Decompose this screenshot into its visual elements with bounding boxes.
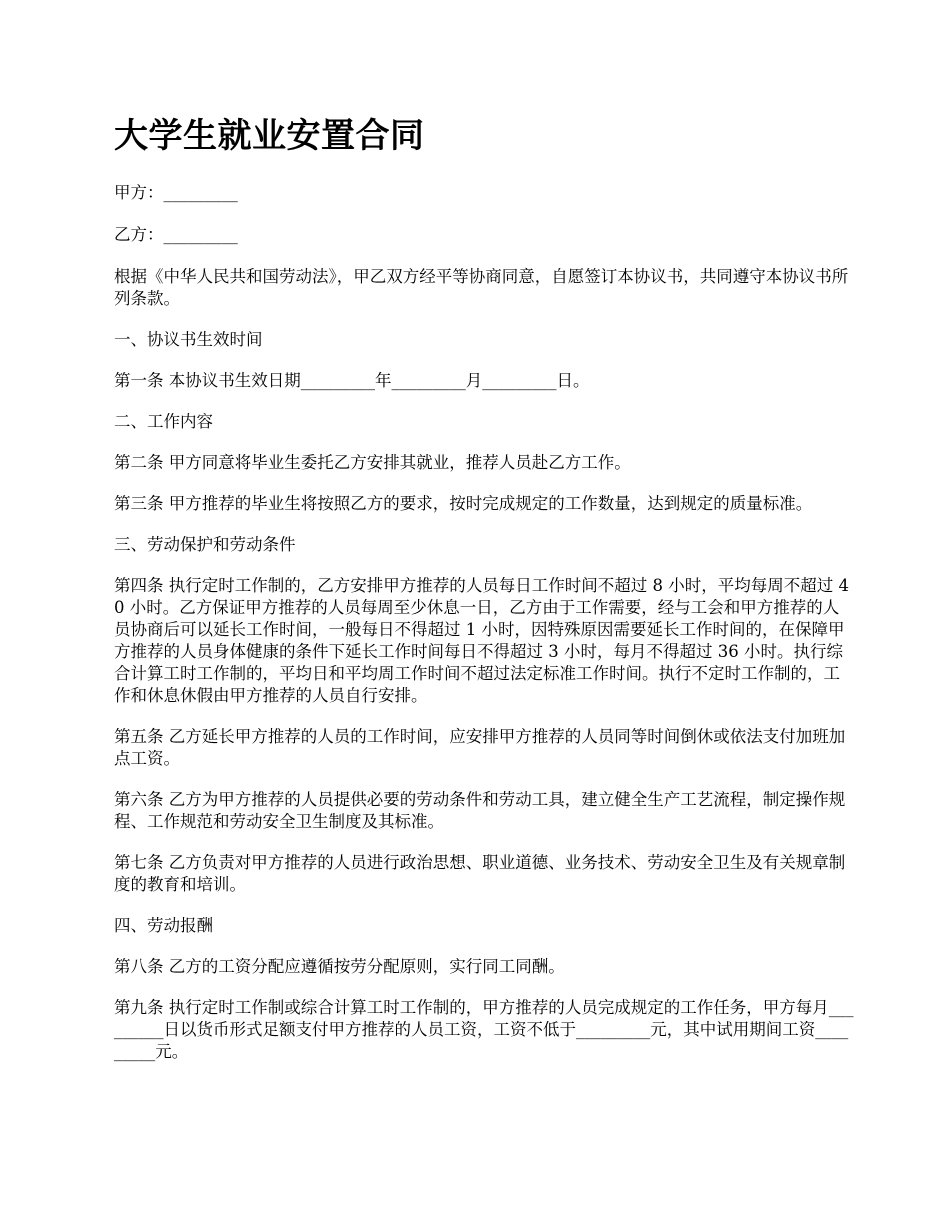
section-heading: 三、劳动保护和劳动条件 — [114, 535, 296, 554]
party-a-line: 甲方：_________ — [114, 183, 238, 202]
clause-paragraph: 第五条 乙方延长甲方推荐的人员的工作时间，应安排甲方推荐的人员同等时间倒休或依法支付加班加点工资。 — [114, 727, 846, 768]
clause-paragraph: 第九条 执行定时工作制或综合计算工时工作制的，甲方推荐的人员完成规定的工作任务，甲方每月_________日以货币形式足额支付甲方推荐的人员工资，工资不低于_________元，其中试用期间工资_________元。 — [114, 998, 854, 1061]
clause-paragraph: 第三条 甲方推荐的毕业生将按照乙方的要求，按时完成规定的工作数量，达到规定的质量标准。 — [114, 494, 813, 513]
section-heading: 一、协议书生效时间 — [114, 330, 263, 349]
clause-paragraph: 第八条 乙方的工资分配应遵循按劳分配原则，实行同工同酬。 — [114, 957, 565, 976]
clause-paragraph: 第六条 乙方为甲方推荐的人员提供必要的劳动条件和劳动工具，建立健全生产工艺流程，制定操作规程、工作规范和劳动安全卫生制度及其标准。 — [114, 790, 846, 831]
document-title: 大学生就业安置合同 — [114, 116, 425, 156]
party-b-line: 乙方：_________ — [114, 225, 238, 244]
document-page — [114, 112, 854, 1082]
clause-paragraph: 第七条 乙方负责对甲方推荐的人员进行政治思想、职业道德、业务技术、劳动安全卫生及有关规章制度的教育和培训。 — [114, 853, 846, 894]
preamble-paragraph: 根据《中华人民共和国劳动法》，甲乙双方经平等协商同意，自愿签订本协议书，共同遵守本协议书所列条款。 — [114, 267, 849, 308]
clause-paragraph: 第二条 甲方同意将毕业生委托乙方安排其就业，推荐人员赴乙方工作。 — [114, 453, 631, 472]
clause-paragraph: 第一条 本协议书生效日期_________年_________月_________日。 — [114, 371, 590, 390]
section-heading: 四、劳动报酬 — [114, 916, 213, 935]
clause-paragraph: 第四条 执行定时工作制的，乙方安排甲方推荐的人员每日工作时间不超过 8 小时，平均每周不超过 40 小时。乙方保证甲方推荐的人员每周至少休息一日，乙方由于工作需要，经与工会和甲方推荐的人员协商后可以延长工作时间，一般每日不得超过 1 小时，因特殊原因需要延长工作时间的，在保障甲方推荐的人员身体健康的条件下延长工作时间每日不得超过 3 小时，每月不得超过 36 小时。执行综合计算工时工作制的，平均日和平均周工作时间不超过法定标准工作时间。执行不定时工作制的，工作和休息休假由甲方推荐的人员自行安排。 — [114, 576, 849, 705]
section-heading: 二、工作内容 — [114, 412, 213, 431]
